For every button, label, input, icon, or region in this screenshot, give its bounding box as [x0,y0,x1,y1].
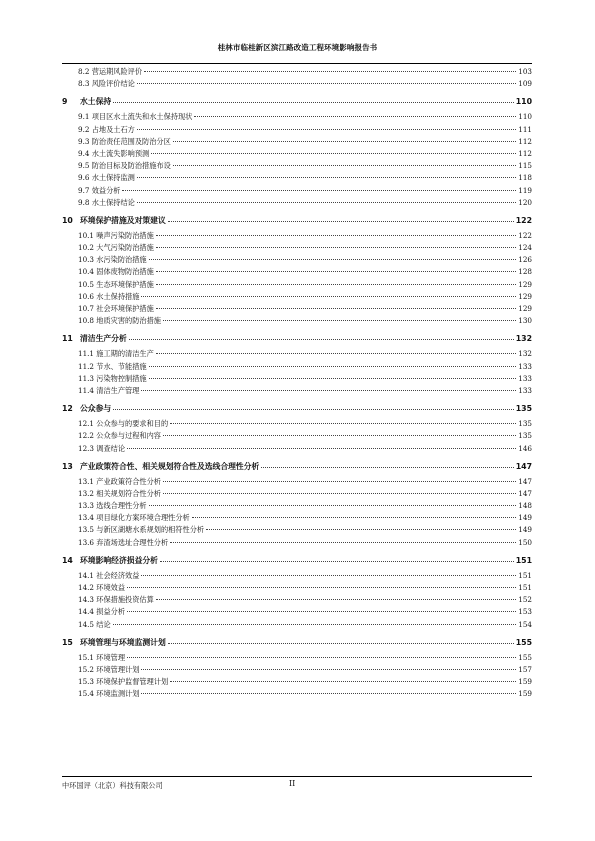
toc-entry-label: 10.7 社会环境保护措施 [78,304,154,313]
toc-section-entry[interactable] [62,689,532,701]
toc-chapter-entry[interactable] [62,328,532,349]
dot-leader [122,190,516,191]
toc-entry-label: 13.1 产业政策符合性分析 [78,476,161,486]
toc-section-entry[interactable] [62,173,532,185]
dot-leader [170,681,516,682]
toc-entry-label [62,555,158,566]
toc-entry-label: 10.8 地质灾害的防治措施 [78,316,161,326]
toc-chapter-title: 环境保护措施及对策建议 [80,215,166,225]
toc-section-entry[interactable] [62,538,532,550]
toc-entry-label: 11.2 节水、节能措施 [78,361,147,371]
toc-entry-label: 13.5 与新区湖塘水系规划的相符性分析 [78,525,205,535]
toc-entry-label: 15.3 环境保护监督管理计划 [78,677,169,687]
toc-page-number: 129 [518,291,532,301]
toc-entry-label: 8.3 风险评价结论 [78,79,135,89]
toc-chapter-number: 13 [62,461,73,471]
toc-chapter-title: 环境管理与环境监测计划 [80,637,166,647]
dot-leader [113,102,514,103]
toc-page-number: 112 [518,148,532,158]
toc-section-entry[interactable] [62,280,532,292]
dot-leader [127,657,516,658]
toc-page-number: 129 [518,279,532,289]
toc-section-entry[interactable] [62,477,532,489]
dot-leader [261,467,513,468]
toc-chapter-entry[interactable] [62,210,532,231]
toc-section-entry[interactable] [62,79,532,91]
toc-page-number: 126 [518,255,532,265]
toc-page-number: 159 [518,677,532,687]
footer-divider [62,776,532,777]
dot-leader [137,129,516,130]
toc-page-number: 133 [518,361,532,371]
toc-chapter-entry[interactable] [62,550,532,571]
toc-entry-label: 11.1 施工期的清洁生产 [78,349,154,359]
toc-entry-label: 9.6 水土保持监测 [78,173,135,183]
toc-chapter-entry[interactable] [62,91,532,112]
toc-entry-label [62,96,111,107]
toc-entry-label: 10.6 水土保持措施 [78,291,140,301]
header-divider [62,63,532,64]
toc-entry-label: 15.2 环境管理计划 [78,664,140,674]
toc-chapter-title: 公众参与 [80,404,112,414]
toc-page-number: 112 [518,136,532,146]
toc-page-number: 146 [518,443,532,453]
toc-section-entry[interactable] [62,349,532,361]
dot-leader [206,529,516,530]
toc-section-entry[interactable] [62,513,532,525]
toc-section-entry[interactable] [62,362,532,374]
toc-chapter-title: 水土保持 [80,97,112,107]
toc-entry-label: 14.5 结论 [78,619,111,629]
dot-leader [192,517,517,518]
toc-section-entry[interactable] [62,571,532,583]
toc-page-number: 133 [518,373,532,383]
dot-leader [151,153,516,154]
toc-entry-label: 9.1 项目区水土流失和水土保持现状 [78,112,193,122]
toc-entry-label: 12.3 调查结论 [78,443,126,453]
toc-entry-label [62,461,259,472]
toc-page-number: 128 [518,267,532,277]
toc-page-number: 135 [518,431,532,441]
toc-page-number: 115 [518,161,532,171]
toc-section-entry[interactable] [62,607,532,619]
dot-leader [149,378,517,379]
toc-chapter-title: 环境影响经济损益分析 [80,555,158,565]
toc-page-number: 133 [518,385,532,395]
dot-leader [144,71,516,72]
toc-section-entry[interactable] [62,489,532,501]
toc-entry-label: 14.1 社会经济效益 [78,570,140,580]
toc-entry-label: 15.1 环境管理 [78,652,126,662]
toc-page-number: 132 [518,349,532,359]
toc-page-number: 154 [518,619,532,629]
toc-chapter-number: 15 [62,637,73,647]
toc-entry-label: 15.4 环境监测计划 [78,689,140,699]
dot-leader [127,448,516,449]
toc-section-entry[interactable] [62,374,532,386]
toc-entry-label: 13.3 选线合理性分析 [78,501,147,511]
toc-page-number: 109 [518,79,532,89]
toc-entry-label: 10.3 水污染防治措施 [78,255,147,265]
dot-leader [141,575,516,576]
toc-page-number: 150 [518,537,532,547]
toc-page-number: 130 [518,316,532,326]
toc-section-entry[interactable] [62,677,532,689]
dot-leader [127,587,516,588]
toc-entry-label: 10.2 大气污染防治措施 [78,243,154,253]
toc-page-number: 149 [518,513,532,523]
toc-section-entry[interactable] [62,444,532,456]
footer-company-name: 中环国评（北京）科技有限公司 [62,781,163,790]
dot-leader [141,693,516,694]
toc-entry-label: 9.8 水土保持结论 [78,197,135,207]
toc-entry-label: 10.1 噪声污染防治措施 [78,230,154,240]
dot-leader [137,83,516,84]
toc-entry-label: 8.2 营运期风险评价 [78,67,143,76]
toc-section-entry[interactable] [62,431,532,443]
toc-entry-label: 13.2 相关规划符合性分析 [78,488,161,498]
toc-section-entry[interactable] [62,525,532,537]
toc-page-number: 135 [518,419,532,429]
toc-page-number: 147 [518,476,532,486]
document-header-title: 桂林市临桂新区滨江路改造工程环境影响报告书 [217,43,378,52]
dot-leader [141,296,516,297]
toc-section-entry[interactable] [62,255,532,267]
toc-section-entry[interactable] [62,620,532,632]
toc-chapter-entry[interactable] [62,632,532,653]
toc-section-entry[interactable] [62,292,532,304]
toc-page-number: 159 [518,689,532,699]
toc-section-entry[interactable] [62,595,532,607]
toc-entry-label: 11.4 清洁生产管理 [78,385,140,395]
toc-section-entry[interactable] [62,161,532,173]
toc-page-number: 110 [518,112,532,122]
toc-page-number: 149 [518,525,532,535]
toc-page-number: 124 [518,243,532,253]
toc-entry-label [62,215,166,226]
dot-leader [173,165,517,166]
toc-page-number: 151 [515,555,532,565]
dot-leader [156,235,516,236]
toc-page-number: 151 [518,570,532,580]
toc-page-number: 151 [518,583,532,592]
dot-leader [141,669,516,670]
toc-section-entry[interactable] [62,304,532,316]
toc-page-number: 153 [518,607,532,617]
toc-entry-label [62,403,111,414]
toc-section-entry[interactable] [62,149,532,161]
toc-section-entry[interactable] [62,419,532,431]
toc-chapter-entry[interactable] [62,398,532,419]
toc-chapter-title: 清洁生产分析 [80,334,127,344]
toc-chapter-number: 9 [62,97,68,107]
dot-leader [156,271,516,272]
toc-chapter-number: 11 [62,334,73,344]
toc-entry-label: 9.2 占地及土石方 [78,124,135,134]
toc-entry-label: 14.4 损益分析 [78,607,126,617]
dot-leader [163,435,516,436]
dot-leader [160,561,514,562]
toc-chapter-title: 产业政策符合性、相关规划符合性及选线合理性分析 [80,461,260,471]
dot-leader [149,505,517,506]
toc-page-number: 110 [515,97,532,107]
toc-page-number: 103 [518,67,532,76]
toc-page-number: 122 [518,230,532,240]
dot-leader [156,353,516,354]
dot-leader [156,284,516,285]
toc-page-number: 118 [518,173,532,183]
toc-section-entry[interactable] [62,243,532,255]
toc-entry-label: 14.2 环境效益 [78,583,126,592]
footer-page-number: II [289,779,296,788]
toc-section-entry[interactable] [62,67,532,79]
toc-page-number: 157 [518,664,532,674]
dot-leader [113,409,514,410]
toc-entry-label: 14.3 环保措施投资估算 [78,595,154,605]
dot-leader [163,320,516,321]
toc-page-number: 152 [518,595,532,605]
toc-entry-label [62,333,127,344]
toc-entry-label: 11.3 污染物控制措施 [78,373,147,383]
toc-section-entry[interactable] [62,386,532,398]
toc-entry-label [62,637,166,648]
toc-section-entry[interactable] [62,186,532,198]
dot-leader [163,493,516,494]
dot-leader [137,177,516,178]
dot-leader [127,611,516,612]
toc-entry-label: 10.5 生态环境保护措施 [78,279,154,289]
toc-entry-label: 12.2 公众参与过程和内容 [78,431,161,441]
toc-page-number: 120 [518,197,532,207]
toc-entry-label: 12.1 公众参与的要求和目的 [78,419,169,429]
toc-entry-label: 9.3 防治责任范围及防治分区 [78,136,171,146]
dot-leader [163,481,516,482]
table-of-contents [62,67,532,702]
dot-leader [170,542,516,543]
toc-section-entry[interactable] [62,112,532,124]
toc-page-number: 155 [518,652,532,662]
toc-page-number: 155 [515,637,532,647]
toc-chapter-number: 14 [62,555,73,565]
toc-section-entry[interactable] [62,137,532,149]
toc-entry-label: 9.4 水土流失影响预测 [78,148,150,158]
toc-chapter-number: 12 [62,404,73,414]
toc-section-entry[interactable] [62,125,532,137]
toc-entry-label: 13.6 弃渣场选址合理性分析 [78,537,169,547]
toc-section-entry[interactable] [62,653,532,665]
toc-page-number: 119 [518,185,532,195]
dot-leader [137,202,516,203]
toc-page-number: 111 [518,124,532,134]
toc-chapter-entry[interactable] [62,456,532,477]
dot-leader [168,221,514,222]
toc-section-entry[interactable] [62,316,532,328]
toc-page-number: 147 [515,461,532,471]
dot-leader [194,116,516,117]
dot-leader [129,339,514,340]
toc-section-entry[interactable] [62,267,532,279]
dot-leader [156,599,516,600]
toc-section-entry[interactable] [62,501,532,513]
toc-entry-label: 13.4 项目绿化方案环境合理性分析 [78,513,190,523]
dot-leader [141,390,516,391]
dot-leader [149,259,517,260]
dot-leader [156,247,516,248]
toc-section-entry[interactable] [62,231,532,243]
toc-section-entry[interactable] [62,583,532,595]
dot-leader [113,624,517,625]
toc-page-number: 129 [518,304,532,313]
toc-page-number: 132 [515,334,532,344]
dot-leader [149,366,517,367]
toc-section-entry[interactable] [62,198,532,210]
dot-leader [156,308,516,309]
toc-chapter-number: 10 [62,215,73,225]
dot-leader [170,423,516,424]
toc-entry-label: 9.7 效益分析 [78,185,121,195]
dot-leader [173,141,517,142]
toc-section-entry[interactable] [62,665,532,677]
toc-page-number: 122 [515,215,532,225]
toc-page-number: 147 [518,488,532,498]
toc-entry-label: 10.4 固体废物防治措施 [78,267,154,277]
toc-entry-label: 9.5 防治目标及防治措施布设 [78,161,171,171]
toc-page-number: 148 [518,501,532,511]
dot-leader [168,643,514,644]
toc-page-number: 135 [515,404,532,414]
